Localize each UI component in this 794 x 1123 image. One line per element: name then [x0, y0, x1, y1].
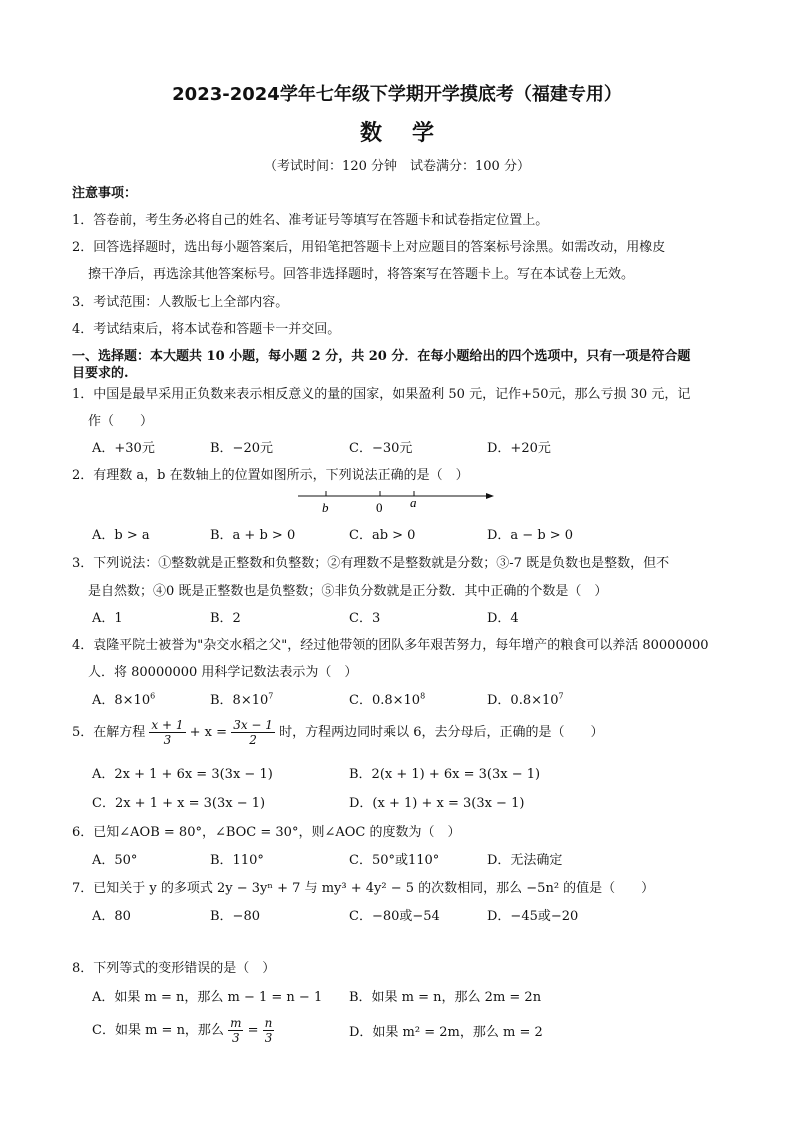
q7-stem: 7．已知关于 y 的多项式 2y − 3yⁿ + 7 与 my³ + 4y² − 5 的次数相同，那么 −5n² 的值是（ ）: [72, 881, 655, 896]
note-1: 1．答卷前，考生务必将自己的姓名、准考证号等填写在答题卡和试卷指定位置上。: [72, 213, 549, 228]
q6-option-a: A．50°: [92, 853, 138, 868]
q7-option-a: A．80: [92, 909, 131, 924]
number-line: [296, 487, 500, 515]
q8-option-b: B．如果 m = n，那么 2m = 2n: [349, 990, 542, 1005]
q3-option-c: C．3: [349, 611, 381, 626]
q2-option-a: A．b > a: [92, 528, 150, 543]
q5-option-c: C．2x + 1 + x = 3(3x − 1): [92, 796, 266, 811]
notes-heading: 注意事项：: [72, 186, 138, 201]
label-0: 0: [376, 500, 383, 515]
note-2: 2．回答选择题时，选出每小题答案后，用铅笔把答题卡上对应题目的答案标号涂黑。如需改动，用橡皮: [72, 240, 666, 255]
q1-option-d: D．+20元: [487, 441, 551, 456]
q7-option-b: B．−80: [210, 909, 260, 924]
note-3: 3．考试范围：人教版七上全部内容。: [72, 295, 289, 310]
note-4: 4．考试结束后，将本试卷和答题卡一并交回。: [72, 322, 341, 337]
q4-stem: 4．袁隆平院士被誉为"杂交水稻之父"，经过他带领的团队多年艰苦努力，每年增产的粮食可以养活 80000000: [72, 638, 709, 653]
q7-option-d: D．−45或−20: [487, 909, 579, 924]
q3-option-a: A．1: [92, 611, 123, 626]
q7-option-c: C．−80或−54: [349, 909, 440, 924]
section-heading: 一、选择题：本大题共 10 小题，每小题 2 分，共 20 分．在每小题给出的四个选项中，只有一项是符合题: [72, 349, 691, 364]
q1-option-c: C．−30元: [349, 441, 413, 456]
q8-option-d: D．如果 m² = 2m，那么 m = 2: [349, 1025, 543, 1040]
q8-option-a: A．如果 m = n，那么 m − 1 = n − 1: [92, 990, 323, 1005]
q8-stem: 8．下列等式的变形错误的是（ ）: [72, 961, 276, 976]
q8-c-fraction-left: $\frac{m}{3}$: [230, 1016, 242, 1045]
q5-fraction-1: $\frac{x + 1}{3}$: [151, 718, 184, 747]
q4-option-a: A．$8\times 10^6$: [92, 691, 156, 708]
q1-stem-cont: 作（ ）: [88, 414, 154, 429]
label-b: b: [322, 500, 329, 515]
q3-option-d: D．4: [487, 611, 519, 626]
q1-option-b: B．−20元: [210, 441, 273, 456]
section-heading-cont: 目要求的.: [72, 366, 129, 381]
q8-option-c: C．如果 m = n，那么 $\frac{m}{3}$ = $\frac{n}{3}$: [92, 1016, 273, 1045]
q2-stem: 2．有理数 a，b 在数轴上的位置如图所示，下列说法正确的是（ ）: [72, 468, 469, 483]
q6-option-c: C．50°或110°: [349, 853, 440, 868]
q5-fraction-2: $\frac{3x - 1}{2}$: [233, 718, 273, 747]
q4-option-d: D．$0.8\times 10^7$: [487, 691, 564, 708]
q3-stem: 3．下列说法：①整数就是正整数和负整数；②有理数不是整数就是分数；③-7 既是负数也是整数，但不: [72, 556, 670, 571]
q2-option-c: C．ab > 0: [349, 528, 416, 543]
q6-option-d: D．无法确定: [487, 853, 563, 868]
label-a: a: [410, 495, 417, 510]
q4-option-b: B．$8\times 10^7$: [210, 691, 274, 708]
q5-option-d: D．(x + 1) + x = 3(3x − 1): [349, 796, 525, 811]
exam-title: 2023-2024学年七年级下学期开学摸底考（福建专用）: [172, 84, 622, 105]
subject-title: 数学: [359, 121, 464, 146]
exam-info: （考试时间：120 分钟 试卷满分：100 分）: [264, 159, 530, 174]
note-2-cont: 擦干净后，再选涂其他答案标号。回答非选择题时，将答案写在答题卡上。写在本试卷上无效。: [88, 267, 635, 282]
q5-option-a: A．2x + 1 + 6x = 3(3x − 1): [92, 767, 273, 782]
q5-option-b: B．2(x + 1) + 6x = 3(3x − 1): [349, 767, 541, 782]
q6-option-b: B．110°: [210, 853, 264, 868]
q2-option-b: B．a + b > 0: [210, 528, 296, 543]
q1-stem: 1．中国是最早采用正负数来表示相反意义的量的国家，如果盈利 50 元，记作+50元，那么亏损 30 元，记: [72, 387, 691, 402]
q2-option-d: D．a − b > 0: [487, 528, 574, 543]
q4-stem-cont: 人．将 80000000 用科学记数法表示为（ ）: [88, 665, 358, 680]
q5-stem: 5．在解方程 $\frac{x + 1}{3}$ + x = $\frac{3x - 1}{2}$ 时，方程两边同时乘以 6，去分母后，正确的是（ ）: [72, 718, 604, 747]
q4-option-c: C．$0.8\times 10^8$: [349, 691, 426, 708]
q8-c-fraction-right: $\frac{n}{3}$: [264, 1016, 273, 1045]
q6-stem: 6．已知∠AOB = 80°，∠BOC = 30°，则∠AOC 的度数为（ ）: [72, 825, 461, 840]
q3-stem-cont: 是自然数；④0 既是正整数也是负整数；⑤非负分数就是正分数．其中正确的个数是（ ）: [88, 584, 608, 599]
q3-option-b: B．2: [210, 611, 241, 626]
q1-option-a: A．+30元: [92, 441, 155, 456]
